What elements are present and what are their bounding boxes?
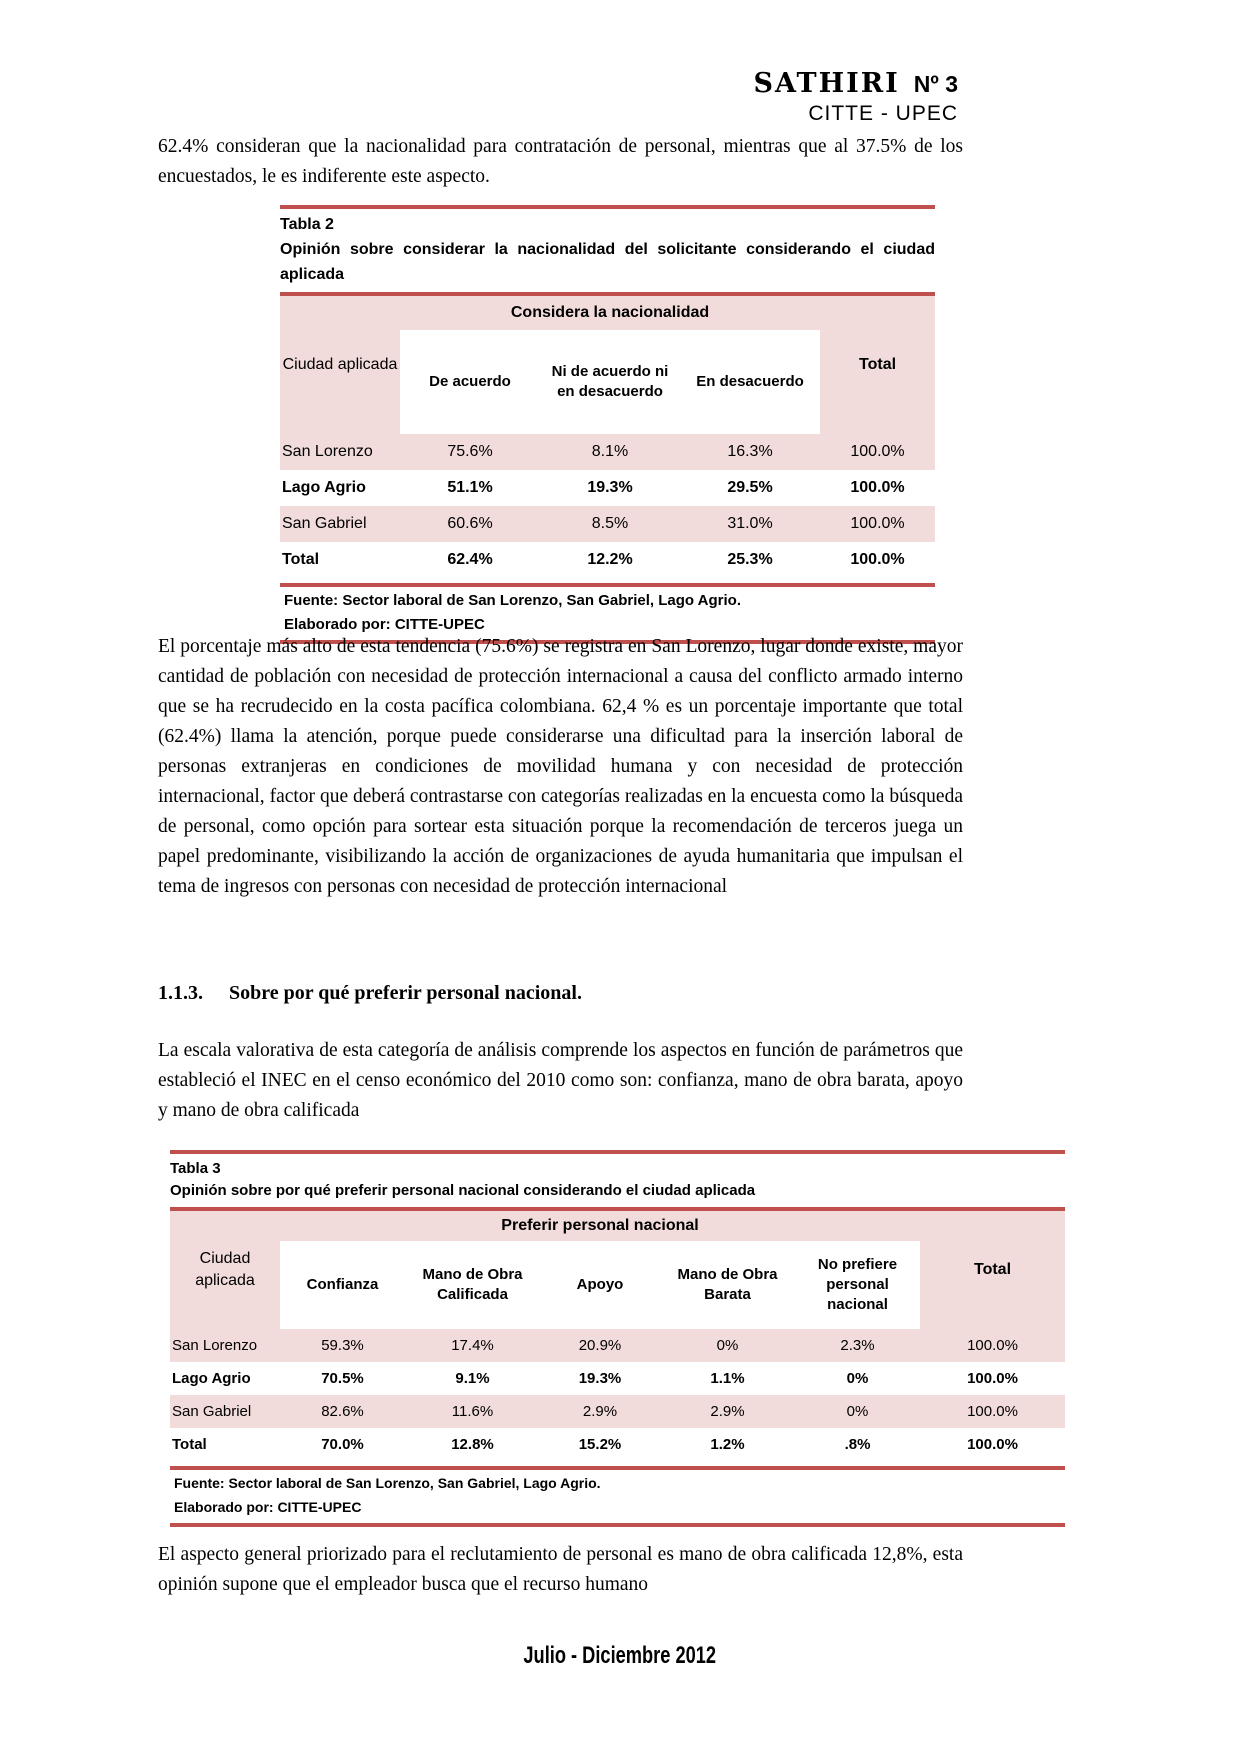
table2-elaborated: Elaborado por: CITTE-UPEC: [284, 616, 485, 633]
table2-group-header: Considera la nacionalidad: [400, 296, 820, 330]
cell-value: 25.3%: [727, 551, 773, 568]
table2-block: [280, 205, 935, 644]
cell-value: 60.6%: [400, 506, 540, 542]
cell-value: 59.3%: [280, 1329, 405, 1362]
table3: [170, 1211, 1065, 1461]
divider-line: [170, 1150, 1065, 1154]
cell-value: 70.0%: [321, 1436, 364, 1453]
table2-source: Fuente: Sector laboral de San Lorenzo, San Gabriel, Lago Agrio.: [284, 592, 742, 609]
section-heading: [158, 982, 963, 1005]
cell-value: 0%: [795, 1395, 920, 1428]
column-header: Mano de Obra Calificada: [405, 1241, 540, 1329]
paragraph-analysis-table3: El aspecto general priorizado para el reclutamiento de personal es mano de obra calificada 12,8%, esta opinión supone que el empleador busca que el recurso humano: [158, 1544, 963, 1595]
cell-value: 51.1%: [447, 479, 493, 496]
cell-value: 82.6%: [280, 1395, 405, 1428]
cell-value: 70.5%: [321, 1370, 364, 1387]
table3-caption: Opinión sobre por qué preferir personal nacional considerando el ciudad aplicada: [170, 1182, 756, 1199]
table3-header-row: [170, 1211, 1065, 1241]
table-row: [280, 470, 935, 506]
divider-line: [280, 583, 935, 587]
cell-value: 0%: [846, 1370, 869, 1387]
section-title: Sobre por qué preferir personal nacional.: [229, 982, 582, 1004]
row-label: San Lorenzo: [280, 434, 400, 470]
cell-value: 100.0%: [920, 1395, 1065, 1428]
column-header: Ni de acuerdo ni en desacuerdo: [540, 330, 680, 434]
cell-value: 20.9%: [540, 1329, 660, 1362]
table-row: [170, 1395, 1065, 1428]
table2-caption: Opinión sobre considerar la nacionalidad del solicitante considerando el ciudad aplicada: [280, 241, 935, 283]
cell-value: 15.2%: [578, 1436, 622, 1453]
table3-total-header: Total: [920, 1211, 1065, 1329]
cell-value: 16.3%: [680, 434, 820, 470]
table-row: [280, 434, 935, 470]
cell-value: 1.2%: [710, 1436, 745, 1453]
divider-line: [170, 1466, 1065, 1470]
table-row: [170, 1362, 1065, 1395]
cell-value: 100.0%: [967, 1370, 1018, 1387]
table3-row-header: Ciudad aplicada: [170, 1211, 280, 1329]
footer-date-range: Julio - Diciembre 2012: [523, 1642, 717, 1669]
journal-masthead: [158, 68, 958, 126]
cell-value: 2.9%: [660, 1395, 795, 1428]
paragraph-scale-intro: La escala valorativa de esta categoría de análisis comprende los aspectos en función de parámetros que estableció el INEC en el censo económico del 2010 como son: confianza, mano de obra barata, apoyo y mano de obra calificada: [158, 1040, 963, 1121]
cell-value: 100.0%: [820, 434, 935, 470]
cell-value: 29.5%: [727, 479, 773, 496]
masthead-line1: [158, 68, 958, 99]
paragraph-intro: 62.4% consideran que la nacionalidad para contratación de personal, mientras que al 37.5% de los encuestados, le es indiferente este aspecto.: [158, 136, 963, 187]
cell-value: 100.0%: [850, 551, 905, 568]
row-label: Lago Agrio: [172, 1370, 251, 1387]
cell-value: 11.6%: [405, 1395, 540, 1428]
row-label: Total: [172, 1436, 207, 1453]
table2-label: Tabla 2: [280, 216, 334, 233]
table2-header-row: [280, 296, 935, 330]
row-label: Lago Agrio: [282, 479, 366, 496]
journal-issue: Nº 3: [913, 71, 958, 97]
page-footer: [0, 1642, 1240, 1670]
paragraph-analysis-table2: El porcentaje más alto de esta tendencia (75.6%) se registra en San Lorenzo, lugar donde existe, mayor cantidad de población con necesidad de protección internacional a causa del conflicto armado interno que se ha recrudecido en la costa pacífica colombiana. 62,4 % es un porcentaje importante que total (62.4%) llama la atención, porque puede considerarse una dificultad para la inserción laboral de personas extranjeras en condiciones de movilidad humana y con necesidad de protección internacional, factor que deberá contrastarse con categorías realizadas en la encuesta como la búsqueda de personal, como opción para sortear esta situación porque la recomendación de terceros juega un papel predominante, visibilizando la acción de organizaciones de ayuda humanitaria que impulsan el tema de ingresos con personas con necesidad de protección internacional: [158, 636, 963, 897]
cell-value: 100.0%: [850, 479, 905, 496]
divider-line: [170, 1523, 1065, 1527]
cell-value: 19.3%: [578, 1370, 622, 1387]
table-row: [170, 1329, 1065, 1362]
column-header: En desacuerdo: [680, 330, 820, 434]
section-number: 1.1.3.: [158, 982, 203, 1004]
table-row: [170, 1428, 1065, 1461]
cell-value: 0%: [660, 1329, 795, 1362]
cell-value: 100.0%: [820, 506, 935, 542]
cell-value: 100.0%: [920, 1329, 1065, 1362]
journal-title: SATHIRI: [753, 68, 900, 99]
cell-value: 100.0%: [967, 1436, 1018, 1453]
table3-block: [170, 1150, 1065, 1527]
cell-value: 75.6%: [400, 434, 540, 470]
row-label: San Gabriel: [280, 506, 400, 542]
cell-value: 12.2%: [587, 551, 633, 568]
table-row: [280, 506, 935, 542]
cell-value: 62.4%: [447, 551, 493, 568]
cell-value: 2.3%: [795, 1329, 920, 1362]
cell-value: 8.5%: [540, 506, 680, 542]
column-header: De acuerdo: [400, 330, 540, 434]
column-header: No prefiere personal nacional: [795, 1241, 920, 1329]
table2-total-header: Total: [820, 296, 935, 434]
column-header: Confianza: [280, 1241, 405, 1329]
table2: [280, 296, 935, 578]
cell-value: 1.1%: [710, 1370, 745, 1387]
cell-value: 19.3%: [587, 479, 633, 496]
cell-value: .8%: [844, 1436, 871, 1453]
column-header: Mano de Obra Barata: [660, 1241, 795, 1329]
table3-elaborated: Elaborado por: CITTE-UPEC: [174, 1499, 362, 1515]
cell-value: 9.1%: [455, 1370, 490, 1387]
cell-value: 17.4%: [405, 1329, 540, 1362]
table-row: [280, 542, 935, 578]
table3-source: Fuente: Sector laboral de San Lorenzo, San Gabriel, Lago Agrio.: [174, 1475, 601, 1491]
row-label: San Lorenzo: [170, 1329, 280, 1362]
column-header: Apoyo: [540, 1241, 660, 1329]
row-label: San Gabriel: [170, 1395, 280, 1428]
table2-row-header: Ciudad aplicada: [280, 296, 400, 434]
cell-value: 12.8%: [451, 1436, 494, 1453]
table3-group-header: Preferir personal nacional: [280, 1211, 920, 1241]
cell-value: 8.1%: [540, 434, 680, 470]
cell-value: 31.0%: [680, 506, 820, 542]
cell-value: 2.9%: [540, 1395, 660, 1428]
divider-line: [280, 205, 935, 209]
journal-subtitle: CITTE - UPEC: [808, 102, 958, 125]
row-label: Total: [282, 551, 320, 568]
table3-label: Tabla 3: [170, 1160, 221, 1177]
